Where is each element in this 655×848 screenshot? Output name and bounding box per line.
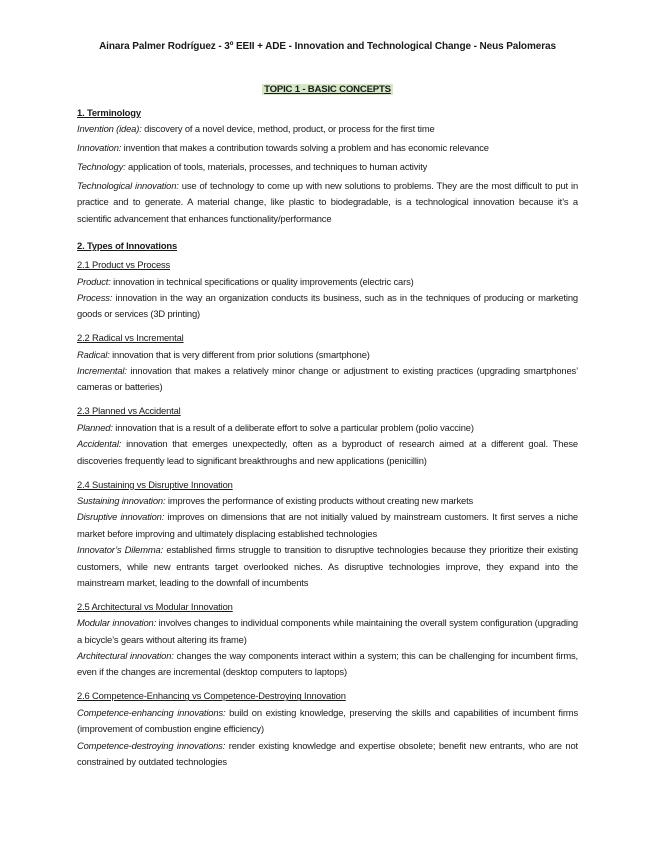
definition-text: improves on dimensions that are not initially valued by mainstream customers. It first serves a niche market before improving and ultimately displacing established technologies <box>77 511 578 539</box>
definition-competence-enhancing <box>77 705 578 738</box>
section-terminology-heading: 1. Terminology <box>77 106 141 118</box>
definition-product <box>77 274 578 290</box>
term: Modular innovation: <box>77 617 157 629</box>
definition-text: established firms struggle to transition to disruptive technologies because they prioritize their existing customers, while new entrants target overlooked niches. As disruptive technologies improve, they expand into the mainstream market, leading to the downfall of incumbents <box>77 544 578 588</box>
subsection-sustaining-disruptive: 2.4 Sustaining vs Disruptive Innovation <box>77 478 233 490</box>
document-body <box>77 97 578 770</box>
term: Competence-enhancing innovations: <box>77 706 226 718</box>
term: Technological innovation: <box>77 179 179 191</box>
definition-competence-destroying <box>77 738 578 771</box>
subsection-planned-accidental: 2.3 Planned vs Accidental <box>77 405 181 417</box>
term: Architectural innovation: <box>77 650 174 662</box>
term: Process: <box>77 291 113 303</box>
definition-accidental <box>77 436 578 469</box>
definition-innovation <box>77 140 578 156</box>
definition-text: use of technology to come up with new solutions to problems. They are the most difficult to put in practice and to generate. A material change, like plastic to biodegradable, is a technological innovation because it’s a scientific advancement that enhances functionality/performance <box>77 179 579 224</box>
term: Planned: <box>77 421 113 433</box>
term: Technology: <box>77 160 126 172</box>
definition-process <box>77 290 578 323</box>
definition-disruptive <box>77 509 578 542</box>
definition-text: innovation that emerges unexpectedly, often as a byproduct of research aimed at a different goal. These discoveries frequently lead to significant breakthroughs and new applications (penicillin) <box>77 438 578 466</box>
definition-text: changes the way components interact within a system; this can be challenging for incumbent firms, even if the changes are incremental (desktop computers to laptops) <box>77 650 578 678</box>
definition-radical <box>77 347 578 363</box>
definition-text: innovation in the way an organization conducts its business, such as in the techniques of producing or marketing goods or services (3D printing) <box>77 291 578 320</box>
definition-text: involves changes to individual components while maintaining the overall system configuration (upgrading a bicycle’s gears without altering its frame) <box>77 617 578 645</box>
definition-text: innovation that is a result of a deliberate effort to solve a particular problem (polio vaccine) <box>112 421 474 433</box>
definition-modular <box>77 615 578 648</box>
definition-technology <box>77 159 578 175</box>
definition-text: build on existing knowledge, preserving the skills and capabilities of incumbent firms (improvement of combustion engine efficiency) <box>77 706 578 735</box>
definition-planned <box>77 420 578 436</box>
definition-text: improves the performance of existing products without creating new markets <box>165 494 474 506</box>
definition-text: innovation that makes a relatively minor change or adjustment to existing practices (upgrading smartphones’ cameras or batteries) <box>77 365 578 393</box>
definition-innovators-dilemma <box>77 542 578 591</box>
term: Accidental: <box>77 438 122 450</box>
term: Innovator’s Dilemma: <box>77 544 164 556</box>
definition-technological-innovation <box>77 178 578 227</box>
definition-text: discovery of a novel device, method, product, or process for the first time <box>141 122 435 134</box>
topic-title-text: TOPIC 1 - BASIC CONCEPTS <box>264 84 391 95</box>
subsection-product-process: 2.1 Product vs Process <box>77 259 171 271</box>
term: Radical: <box>77 348 110 360</box>
definition-text: render existing knowledge and expertise obsolete; benefit new entrants, who are not constrained by outdated technologies <box>77 739 578 767</box>
term: Sustaining innovation: <box>77 494 166 506</box>
term: Invention (idea): <box>77 122 142 134</box>
subsection-architectural-modular: 2.5 Architectural vs Modular Innovation <box>77 600 233 612</box>
topic-title <box>0 79 655 97</box>
section-types-heading: 2. Types of Innovations <box>77 240 178 252</box>
definition-invention <box>77 121 578 137</box>
term: Innovation: <box>77 141 122 153</box>
definition-incremental <box>77 363 578 396</box>
definition-architectural <box>77 648 578 681</box>
definition-sustaining <box>77 493 578 509</box>
definition-text: innovation that is very different from prior solutions (smartphone) <box>109 348 370 360</box>
definition-text: innovation in technical specifications or quality improvements (electric cars) <box>110 275 414 287</box>
subsection-radical-incremental: 2.2 Radical vs Incremental <box>77 332 184 344</box>
definition-text: application of tools, materials, processes, and techniques to human activity <box>125 160 428 172</box>
subsection-competence: 2.6 Competence-Enhancing vs Competence-Destroying Innovation <box>77 690 346 702</box>
term: Competence-destroying innovations: <box>77 739 226 751</box>
term: Product: <box>77 275 111 287</box>
term: Incremental: <box>77 365 127 377</box>
term: Disruptive innovation: <box>77 511 165 523</box>
page-header: Ainara Palmer Rodríguez - 3º EEII + ADE - Innovation and Technological Change - Neus Palomeras <box>99 41 556 52</box>
definition-text: invention that makes a contribution towards solving a problem and has economic relevance <box>121 141 489 153</box>
